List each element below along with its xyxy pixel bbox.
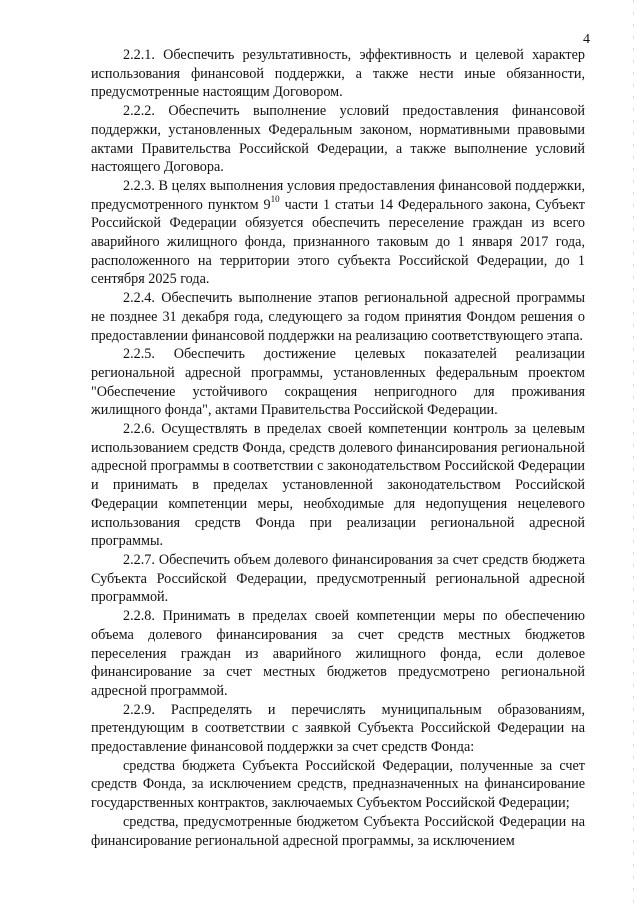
document-body bbox=[91, 46, 585, 850]
paragraph-2-2-3-text: 2.2.3. В целях выполнения условия предоставления финансовой поддержки, предусмотренного пунктом 9 bbox=[91, 177, 585, 213]
superscript: 10 bbox=[270, 193, 280, 204]
list-item: средства, предусмотренные бюджетом Субъекта Российской Федерации на финансирование региональной адресной программы, за исключением bbox=[91, 813, 585, 849]
paragraph-2-2-6: 2.2.6. Осуществлять в пределах своей компетенции контроль за целевым использованием средств Фонда, средств долевого финансирования региональной адресной программы в соответствии с законодательством Российской Федерации и принимать в пределах установленной законодательством Российской Федерации компетенции меры, необходимые для недопущения нецелевого использования средств Фонда при реализации региональной адресной программы. bbox=[91, 421, 585, 550]
paragraph-2-2-4: 2.2.4. Обеспечить выполнение этапов региональной адресной программы не позднее 31 декабря года, следующего за годом принятия Фондом решения о предоставлении финансовой поддержки на реализацию соответствующего этапа. bbox=[91, 290, 585, 344]
paragraph-2-2-1: 2.2.1. Обеспечить результативность, эффективность и целевой характер использования финансовой поддержки, а также нести иные обязанности, предусмотренные настоящим Договором. bbox=[91, 47, 585, 101]
paragraph-2-2-8: 2.2.8. Принимать в пределах своей компетенции меры по обеспечению объема долевого финансирования за счет средств местных бюджетов переселения граждан из аварийного жилищного фонда, если долевое финансирование за счет местных бюджетов предусмотрено региональной адресной программой. bbox=[91, 608, 585, 699]
paragraph-2-2-3 bbox=[91, 177, 585, 289]
paragraph-2-2-5: 2.2.5. Обеспечить достижение целевых показателей реализации региональной адресной программы, установленных федеральным проектом "Обеспечение устойчивого сокращения непригодного для проживания жилищного фонда", актами Правительства Российской Федерации. bbox=[91, 346, 585, 419]
page-number: 4 bbox=[583, 32, 590, 47]
paragraph-2-2-9: 2.2.9. Распределять и перечислять муниципальным образованиям, претендующим в соответствии с заявкой Субъекта Российской Федерации на предоставление финансовой поддержки за счет средств Фонда: bbox=[91, 701, 585, 756]
paragraph-2-2-7: 2.2.7. Обеспечить объем долевого финансирования за счет средств бюджета Субъекта Российской Федерации, предусмотренный региональной адресной программой. bbox=[91, 551, 585, 606]
scan-edge bbox=[633, 0, 634, 905]
paragraph-2-2-2: 2.2.2. Обеспечить выполнение условий предоставления финансовой поддержки, установленных Федеральным законом, нормативными правовыми актами Правительства Российской Федерации, а также выполнение условий настоящего Договора. bbox=[91, 103, 585, 176]
paragraph-2-2-3-text-cont: части 1 статьи 14 Федерального закона, Субъект Российской Федерации обязуется обеспечить переселение граждан из всего аварийного жилищного фонда, признанного таковым до 1 января 2017 года, расположенного на территории этого субъекта Российской Федерации, до 1 сентября 2025 года. bbox=[91, 196, 585, 288]
list-item: средства бюджета Субъекта Российской Федерации, полученные за счет средств Фонда, за исключением средств, предназначенных на финансирование государственных контрактов, заключаемых Субъектом Российской Федерации; bbox=[91, 757, 585, 812]
